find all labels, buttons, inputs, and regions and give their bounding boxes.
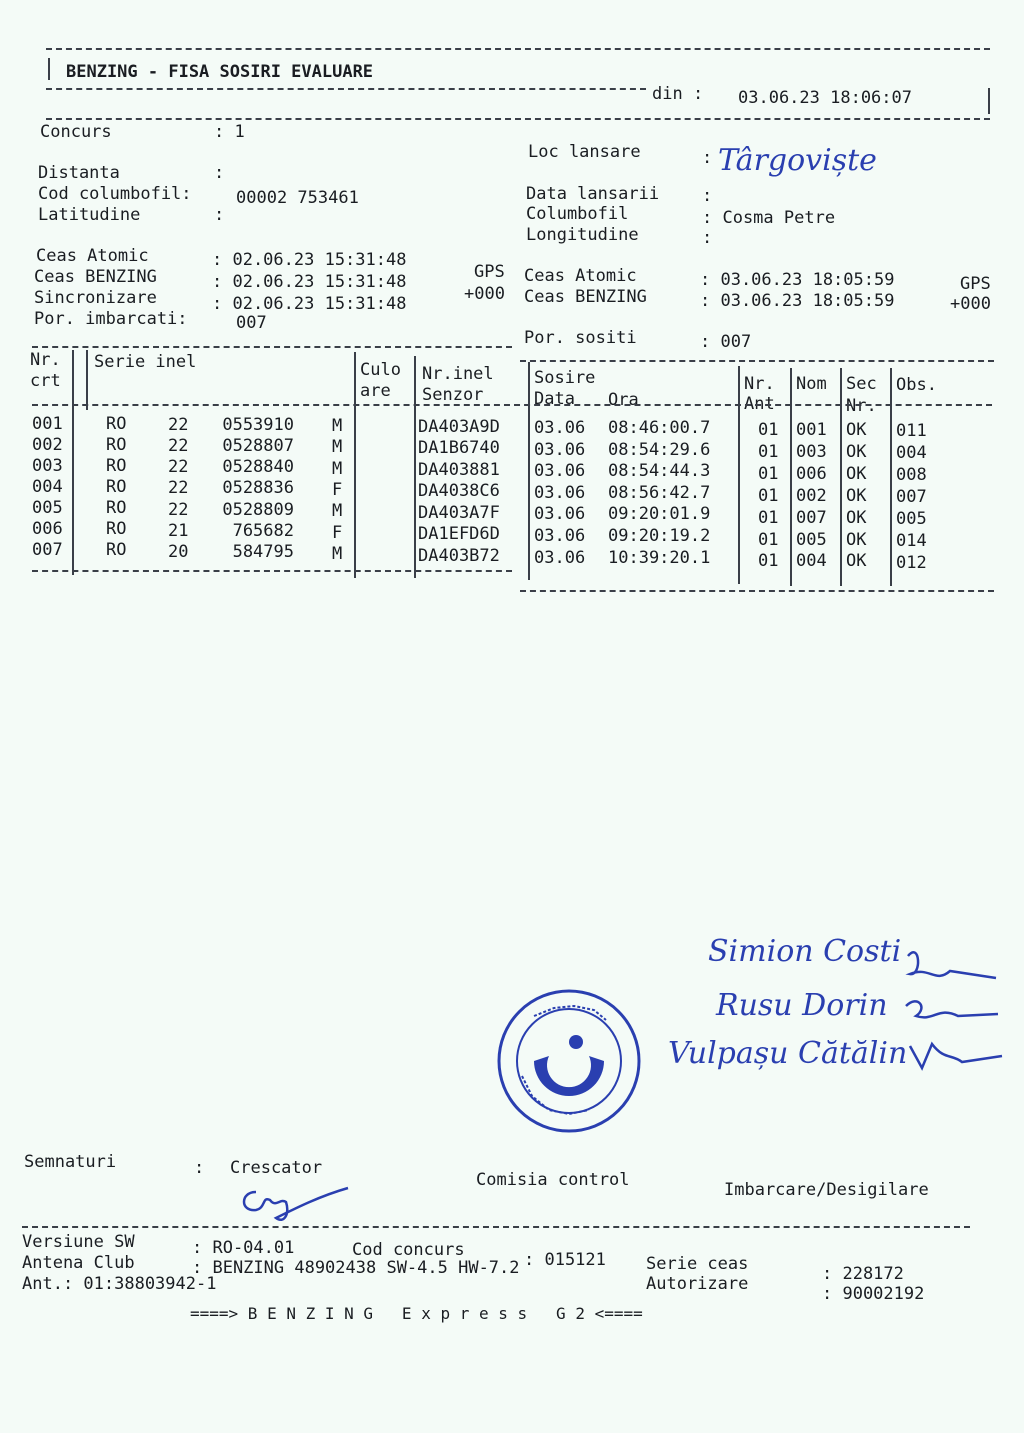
cell-time: 08:54:29.6: [608, 440, 711, 460]
ceas-benzing-end-label: Ceas BENZING: [524, 287, 647, 307]
col-header-ant: Ant: [744, 394, 775, 414]
cell-time: 09:20:19.2: [608, 526, 711, 546]
cell-date: 03.06: [534, 418, 586, 438]
comisia-control-label: Comisia control: [476, 1170, 630, 1190]
col-divider-2: [86, 350, 88, 410]
latitudine-value: :: [214, 205, 225, 225]
cell-sec: OK: [846, 508, 867, 528]
col-header-sosire: Sosire: [534, 368, 596, 388]
cell-nom: 002: [796, 486, 827, 506]
federation-stamp: [494, 986, 644, 1136]
handwritten-name-2: Rusu Dorin: [716, 988, 888, 1023]
col-divider-8: [840, 368, 842, 586]
cell-obs: 005: [896, 509, 927, 529]
cell-obs: 007: [896, 487, 927, 507]
concurs-label: Concurs: [40, 122, 112, 142]
col-divider-3: [354, 352, 356, 578]
cell-sensor: DA1EFD6D: [418, 524, 500, 544]
col-header-culo: Culo: [360, 360, 401, 380]
cell-time: 09:20:01.9: [608, 504, 711, 524]
serie-ceas-label: Serie ceas: [646, 1254, 749, 1274]
cell-crt: 002: [32, 435, 63, 455]
crescator-signature: [236, 1178, 356, 1228]
cell-nom: 003: [796, 442, 827, 462]
cell-antenna: 01: [758, 551, 779, 571]
ceas-benzing-start-label: Ceas BENZING: [34, 267, 157, 287]
ceas-benzing-start-value: : 02.06.23 15:31:48: [212, 272, 407, 292]
cell-crt: 004: [32, 477, 63, 497]
cell-date: 03.06: [534, 548, 586, 568]
longitudine-label: Longitudine: [526, 225, 639, 245]
cell-sec: OK: [846, 442, 867, 462]
columbofil-label: Columbofil: [526, 204, 629, 224]
cell-year: 22: [168, 436, 189, 456]
cell-date: 03.06: [534, 440, 586, 460]
cell-sec: OK: [846, 551, 867, 571]
autorizare-value: : 90002192: [822, 1284, 925, 1304]
cell-country: RO: [106, 477, 127, 497]
cell-antenna: 01: [758, 442, 779, 462]
versiune-sw-value: : RO-04.01: [192, 1238, 295, 1258]
cell-sensor: DA1B6740: [418, 438, 500, 458]
cod-columbofil-label: Cod columbofil:: [38, 184, 192, 204]
autorizare-label: Autorizare: [646, 1274, 749, 1294]
cell-time: 10:39:20.1: [608, 548, 711, 568]
cell-nom: 004: [796, 551, 827, 571]
table-header-rule: [32, 404, 992, 406]
sincronizare-label: Sincronizare: [34, 288, 157, 308]
ceas-atomic-start-suffix: GPS: [474, 262, 505, 282]
cell-sec: OK: [846, 530, 867, 550]
cell-obs: 011: [896, 421, 927, 441]
col-divider-9: [890, 368, 892, 586]
cell-crt: 003: [32, 456, 63, 476]
cell-ring-number: 0553910: [222, 415, 294, 435]
cell-time: 08:54:44.3: [608, 461, 711, 481]
cell-ring-number: 0528840: [222, 457, 294, 477]
cell-antenna: 01: [758, 530, 779, 550]
cell-sensor: DA4038C6: [418, 481, 500, 501]
ceas-atomic-end-label: Ceas Atomic: [524, 266, 637, 286]
header-top-rule: [46, 48, 990, 50]
cell-sex: M: [332, 544, 343, 564]
distanta-label: Distanta: [38, 163, 120, 183]
cell-sec: OK: [846, 464, 867, 484]
col-divider-4: [414, 356, 416, 578]
cell-sensor: DA403B72: [418, 546, 500, 566]
cell-sex: M: [332, 459, 343, 479]
cell-country: RO: [106, 540, 127, 560]
ceas-atomic-start-label: Ceas Atomic: [36, 246, 149, 266]
distanta-value: :: [214, 163, 225, 183]
cell-year: 22: [168, 500, 189, 520]
por-imbarcati-value: 007: [236, 313, 267, 333]
semnaturi-label: Semnaturi: [24, 1152, 117, 1172]
ceas-benzing-end-suffix: +000: [950, 294, 991, 314]
imbarcare-desigilare-label: Imbarcare/Desigilare: [724, 1180, 929, 1200]
commission-initials-signatures: [900, 936, 1010, 1076]
semnaturi-colon: :: [194, 1158, 205, 1178]
cell-nom: 005: [796, 530, 827, 550]
cell-antenna: 01: [758, 486, 779, 506]
data-lansarii-colon: :: [702, 186, 713, 206]
col-header-nom: Nom: [796, 374, 827, 394]
cell-antenna: 01: [758, 420, 779, 440]
cell-ring-number: 584795: [232, 542, 294, 562]
col-header-crt: crt: [30, 371, 61, 391]
cell-country: RO: [106, 435, 127, 455]
col-header-serie: Serie inel: [94, 352, 197, 372]
table-top-rule-left: [32, 346, 512, 348]
table-top-rule-right: [520, 360, 994, 362]
cell-year: 22: [168, 457, 189, 477]
ceas-atomic-end-suffix: GPS: [960, 274, 991, 294]
cell-crt: 005: [32, 498, 63, 518]
document-title: BENZING - FISA SOSIRI EVALUARE: [66, 62, 374, 82]
cell-crt: 006: [32, 519, 63, 539]
col-divider-6: [738, 366, 740, 584]
cell-country: RO: [106, 519, 127, 539]
cell-sex: F: [332, 480, 343, 500]
cod-concurs-label: Cod concurs: [352, 1240, 465, 1260]
cod-columbofil-value: 00002 753461: [236, 188, 359, 208]
ceas-benzing-end-value: : 03.06.23 18:05:59: [700, 291, 895, 311]
header-mid-rule: [46, 88, 646, 90]
cell-sex: M: [332, 501, 343, 521]
cell-obs: 014: [896, 531, 927, 551]
col-divider-5: [528, 362, 530, 580]
cell-sec: OK: [846, 420, 867, 440]
col-divider-7: [790, 368, 792, 586]
cell-country: RO: [106, 456, 127, 476]
col-header-data: Data: [534, 389, 575, 409]
crescator-label: Crescator: [230, 1158, 323, 1178]
cell-sec: OK: [846, 486, 867, 506]
cell-ring-number: 0528836: [222, 478, 294, 498]
cell-nom: 001: [796, 420, 827, 440]
ceas-benzing-start-suffix: +000: [464, 284, 505, 304]
benzing-express-banner: ====> B E N Z I N G E x p r e s s G 2 <====: [190, 1304, 643, 1323]
cell-antenna: 01: [758, 508, 779, 528]
loc-lansare-label: Loc lansare: [528, 142, 641, 162]
table-bottom-rule-right: [520, 590, 994, 592]
cell-nom: 007: [796, 508, 827, 528]
versiune-sw-label: Versiune SW: [22, 1232, 135, 1252]
cell-obs: 008: [896, 465, 927, 485]
cod-concurs-value: : 015121: [524, 1250, 606, 1270]
longitudine-colon: :: [702, 228, 713, 248]
columbofil-value: : Cosma Petre: [702, 208, 836, 228]
cell-year: 20: [168, 542, 189, 562]
cell-time: 08:56:42.7: [608, 483, 711, 503]
antena-club-value: : BENZING 48902438 SW-4.5 HW-7.2: [192, 1258, 520, 1278]
din-label: din :: [652, 84, 704, 104]
por-imbarcati-label: Por. imbarcati:: [34, 309, 188, 329]
cell-year: 21: [168, 521, 189, 541]
cell-crt: 001: [32, 414, 63, 434]
cell-time: 08:46:00.7: [608, 418, 711, 438]
cell-antenna: 01: [758, 464, 779, 484]
cell-date: 03.06: [534, 504, 586, 524]
serie-ceas-value: : 228172: [822, 1264, 904, 1284]
cell-sensor: DA403881: [418, 460, 500, 480]
ceas-atomic-start-value: : 02.06.23 15:31:48: [212, 250, 407, 270]
loc-lansare-handwritten: Târgoviște: [718, 143, 877, 178]
table-bottom-rule-left: [32, 570, 512, 572]
cell-year: 22: [168, 478, 189, 498]
handwritten-name-1: Simion Costi: [708, 934, 902, 969]
ceas-atomic-end-value: : 03.06.23 18:05:59: [700, 270, 895, 290]
cell-obs: 012: [896, 553, 927, 573]
header-right-bar: [988, 88, 990, 114]
header-left-bar: [48, 58, 50, 80]
col-header-nr: Nr.: [30, 350, 61, 370]
print-datetime: 03.06.23 18:06:07: [738, 88, 912, 108]
cell-ring-number: 0528807: [222, 436, 294, 456]
col-divider-1: [72, 350, 74, 575]
cell-crt: 007: [32, 540, 63, 560]
col-header-senzor: Senzor: [422, 385, 484, 405]
col-header-secnr: Nr.: [846, 396, 877, 416]
handwritten-name-3: Vulpașu Cătălin: [668, 1036, 908, 1071]
col-header-sec: Sec: [846, 374, 877, 394]
col-header-nrant: Nr.: [744, 374, 775, 394]
cell-date: 03.06: [534, 526, 586, 546]
cell-sensor: DA403A7F: [418, 503, 500, 523]
sincronizare-value: : 02.06.23 15:31:48: [212, 294, 407, 314]
cell-ring-number: 0528809: [222, 500, 294, 520]
col-header-ora: Ora: [608, 390, 639, 410]
loc-lansare-colon: :: [702, 148, 713, 168]
cell-sensor: DA403A9D: [418, 417, 500, 437]
antena-serial: Ant.: 01:38803942-1: [22, 1274, 217, 1294]
data-lansarii-label: Data lansarii: [526, 184, 660, 204]
cell-obs: 004: [896, 443, 927, 463]
cell-sex: M: [332, 416, 343, 436]
cell-nom: 006: [796, 464, 827, 484]
header-bottom-rule: [46, 118, 990, 120]
col-header-obs: Obs.: [896, 375, 937, 395]
cell-year: 22: [168, 415, 189, 435]
cell-ring-number: 765682: [232, 521, 294, 541]
footer-top-rule: [22, 1226, 970, 1228]
cell-country: RO: [106, 498, 127, 518]
por-sositi-value: : 007: [700, 332, 752, 352]
por-sositi-label: Por. sositi: [524, 328, 637, 348]
latitudine-label: Latitudine: [38, 205, 141, 225]
col-header-nrinel: Nr.inel: [422, 364, 494, 384]
antena-club-label: Antena Club: [22, 1253, 135, 1273]
cell-country: RO: [106, 414, 127, 434]
cell-sex: M: [332, 437, 343, 457]
cell-date: 03.06: [534, 461, 586, 481]
concurs-value: : 1: [214, 122, 245, 142]
cell-date: 03.06: [534, 483, 586, 503]
cell-sex: F: [332, 523, 343, 543]
col-header-are: are: [360, 381, 391, 401]
